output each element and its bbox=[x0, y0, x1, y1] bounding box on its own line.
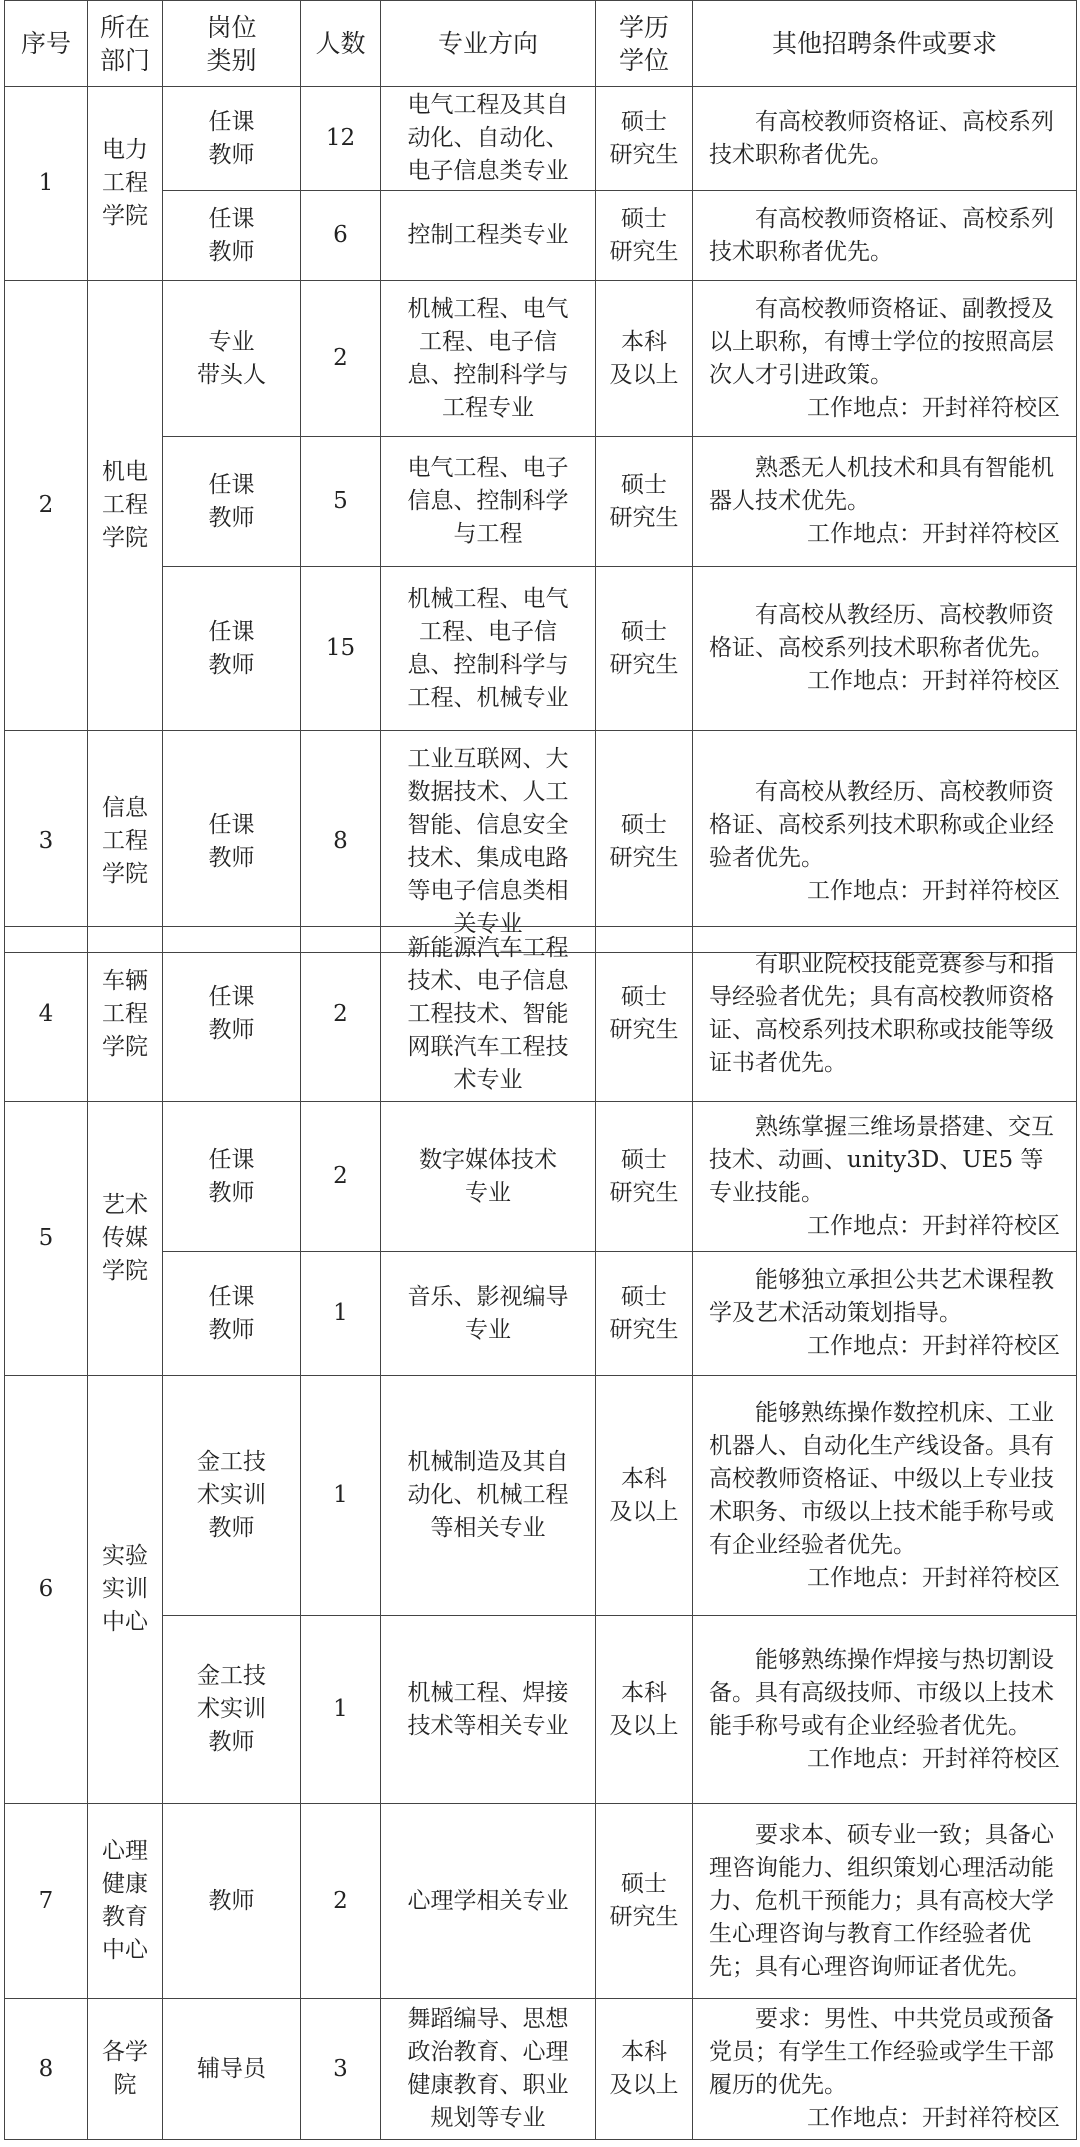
degree: 硕士 研究生 bbox=[596, 567, 693, 731]
table-row bbox=[5, 1804, 1077, 1999]
requirements: 有高校从教经历、高校教师资格证、高校系列技术职称或企业经验者优先。 工作地点：开封祥符校区 bbox=[693, 731, 1077, 953]
row-number: 7 bbox=[5, 1804, 88, 1999]
degree: 本科 及以上 bbox=[596, 281, 693, 437]
position-type: 任课 教师 bbox=[163, 437, 301, 567]
row-number: 4 bbox=[5, 927, 88, 1102]
work-location: 工作地点：开封祥符校区 bbox=[807, 1212, 1060, 1239]
position-type: 金工技 术实训 教师 bbox=[163, 1616, 301, 1804]
table-row bbox=[5, 927, 1077, 1102]
recruitment-table-part2 bbox=[4, 926, 1077, 2140]
requirements: 有高校教师资格证、副教授及以上职称，有博士学位的按照高层次人才引进政策。 工作地点：开封祥符校区 bbox=[693, 281, 1077, 437]
major: 机械工程、电气 工程、电子信 息、控制科学与 工程专业 bbox=[381, 281, 596, 437]
work-location: 工作地点：开封祥符校区 bbox=[807, 521, 1060, 547]
headcount: 8 bbox=[301, 731, 381, 953]
table-row bbox=[5, 1616, 1077, 1804]
major: 音乐、影视编导 专业 bbox=[381, 1252, 596, 1376]
major: 工业互联网、大 数据技术、人工 智能、信息安全 技术、集成电路 等电子信息类相 关专业 bbox=[381, 731, 596, 953]
headcount: 12 bbox=[301, 87, 381, 191]
headcount: 1 bbox=[301, 1616, 381, 1804]
degree: 硕士 研究生 bbox=[596, 437, 693, 567]
table-row bbox=[5, 437, 1077, 567]
requirements: 要求本、硕专业一致；具备心理咨询能力、组织策划心理活动能力、危机干预能力；具有高校大学生心理咨询与教育工作经验者优先；具有心理咨询师证者优先。 bbox=[693, 1804, 1077, 1999]
degree: 硕士 研究生 bbox=[596, 1804, 693, 1999]
work-location: 工作地点：开封祥符校区 bbox=[807, 1333, 1060, 1359]
row-number: 6 bbox=[5, 1376, 88, 1804]
requirements: 熟悉无人机技术和具有智能机器人技术优先。 工作地点：开封祥符校区 bbox=[693, 437, 1077, 567]
work-location: 工作地点：开封祥符校区 bbox=[807, 1564, 1060, 1591]
table-row bbox=[5, 731, 1077, 953]
position-type: 任课 教师 bbox=[163, 1252, 301, 1376]
position-type: 任课 教师 bbox=[163, 1102, 301, 1252]
department: 信息 工程 学院 bbox=[88, 731, 163, 953]
table-row bbox=[5, 191, 1077, 281]
major: 心理学相关专业 bbox=[381, 1804, 596, 1999]
position-type: 任课 教师 bbox=[163, 731, 301, 953]
position-type: 任课 教师 bbox=[163, 567, 301, 731]
degree: 硕士 研究生 bbox=[596, 1252, 693, 1376]
degree: 本科 及以上 bbox=[596, 1376, 693, 1616]
headcount: 1 bbox=[301, 1376, 381, 1616]
major: 电气工程、电子 信息、控制科学 与工程 bbox=[381, 437, 596, 567]
headcount: 3 bbox=[301, 1999, 381, 2140]
headcount: 2 bbox=[301, 1102, 381, 1252]
major: 控制工程类专业 bbox=[381, 191, 596, 281]
requirements: 要求：男性、中共党员或预备党员；有学生工作经验或学生干部履历的优先。 工作地点：开封祥符校区 bbox=[693, 1999, 1077, 2140]
major: 数字媒体技术 专业 bbox=[381, 1102, 596, 1252]
major: 机械制造及其自 动化、机械工程 等相关专业 bbox=[381, 1376, 596, 1616]
work-location: 工作地点：开封祥符校区 bbox=[807, 668, 1060, 694]
headcount: 2 bbox=[301, 1804, 381, 1999]
requirements: 有高校教师资格证、高校系列技术职称者优先。 bbox=[693, 191, 1077, 281]
degree: 硕士 研究生 bbox=[596, 731, 693, 953]
work-location: 工作地点：开封祥符校区 bbox=[807, 2105, 1060, 2131]
headcount: 5 bbox=[301, 437, 381, 567]
table-row bbox=[5, 1999, 1077, 2140]
degree: 硕士 研究生 bbox=[596, 927, 693, 1102]
work-location: 工作地点：开封祥符校区 bbox=[807, 1745, 1060, 1772]
headcount: 2 bbox=[301, 927, 381, 1102]
header-cell: 其他招聘条件或要求 bbox=[693, 1, 1077, 87]
work-location: 工作地点：开封祥符校区 bbox=[807, 394, 1060, 421]
major: 机械工程、焊接 技术等相关专业 bbox=[381, 1616, 596, 1804]
major: 电气工程及其自 动化、自动化、 电子信息类专业 bbox=[381, 87, 596, 191]
degree: 硕士 研究生 bbox=[596, 191, 693, 281]
position-type: 任课 教师 bbox=[163, 87, 301, 191]
department: 机电 工程 学院 bbox=[88, 281, 163, 731]
department: 各学 院 bbox=[88, 1999, 163, 2140]
headcount: 2 bbox=[301, 281, 381, 437]
position-type: 任课 教师 bbox=[163, 191, 301, 281]
header-cell: 岗位 类别 bbox=[163, 1, 301, 87]
position-type: 教师 bbox=[163, 1804, 301, 1999]
header-cell: 所在 部门 bbox=[88, 1, 163, 87]
table-row bbox=[5, 567, 1077, 731]
headcount: 6 bbox=[301, 191, 381, 281]
headcount: 1 bbox=[301, 1252, 381, 1376]
position-type: 金工技 术实训 教师 bbox=[163, 1376, 301, 1616]
work-location: 工作地点：开封祥符校区 bbox=[807, 877, 1060, 904]
requirements: 有职业院校技能竞赛参与和指导经验者优先；具有高校教师资格证、高校系列技术职称或技能等级证书者优先。 bbox=[693, 927, 1077, 1102]
header-cell: 序号 bbox=[5, 1, 88, 87]
position-type: 辅导员 bbox=[163, 1999, 301, 2140]
requirements: 能够熟练操作焊接与热切割设备。具有高级技师、市级以上技术能手称号或有企业经验者优先。 工作地点：开封祥符校区 bbox=[693, 1616, 1077, 1804]
table-row bbox=[5, 281, 1077, 437]
major: 舞蹈编导、思想 政治教育、心理 健康教育、职业 规划等专业 bbox=[381, 1999, 596, 2140]
major: 新能源汽车工程 技术、电子信息 工程技术、智能 网联汽车工程技 术专业 bbox=[381, 927, 596, 1102]
degree: 本科 及以上 bbox=[596, 1999, 693, 2140]
major: 机械工程、电气 工程、电子信 息、控制科学与 工程、机械专业 bbox=[381, 567, 596, 731]
row-number: 2 bbox=[5, 281, 88, 731]
department: 车辆 工程 学院 bbox=[88, 927, 163, 1102]
row-number: 8 bbox=[5, 1999, 88, 2140]
table-row bbox=[5, 87, 1077, 191]
header-cell: 学历 学位 bbox=[596, 1, 693, 87]
requirements: 有高校从教经历、高校教师资格证、高校系列技术职称者优先。 工作地点：开封祥符校区 bbox=[693, 567, 1077, 731]
header-cell: 人数 bbox=[301, 1, 381, 87]
requirements: 能够独立承担公共艺术课程教学及艺术活动策划指导。 工作地点：开封祥符校区 bbox=[693, 1252, 1077, 1376]
requirements: 有高校教师资格证、高校系列技术职称者优先。 bbox=[693, 87, 1077, 191]
department: 实验 实训 中心 bbox=[88, 1376, 163, 1804]
department: 电力 工程 学院 bbox=[88, 87, 163, 281]
table-row bbox=[5, 1102, 1077, 1252]
table-row bbox=[5, 1252, 1077, 1376]
department: 心理 健康 教育 中心 bbox=[88, 1804, 163, 1999]
degree: 硕士 研究生 bbox=[596, 87, 693, 191]
recruitment-table-part1 bbox=[4, 0, 1077, 953]
requirements: 能够熟练操作数控机床、工业机器人、自动化生产线设备。具有高校教师资格证、中级以上专业技术职务、市级以上技术能手称号或有企业经验者优先。 工作地点：开封祥符校区 bbox=[693, 1376, 1077, 1616]
row-number: 1 bbox=[5, 87, 88, 281]
header-row bbox=[5, 1, 1077, 87]
header-cell: 专业方向 bbox=[381, 1, 596, 87]
row-number: 5 bbox=[5, 1102, 88, 1376]
position-type: 任课 教师 bbox=[163, 927, 301, 1102]
headcount: 15 bbox=[301, 567, 381, 731]
table-row bbox=[5, 1376, 1077, 1616]
degree: 本科 及以上 bbox=[596, 1616, 693, 1804]
department: 艺术 传媒 学院 bbox=[88, 1102, 163, 1376]
position-type: 专业 带头人 bbox=[163, 281, 301, 437]
requirements: 熟练掌握三维场景搭建、交互技术、动画、unity3D、UE5 等专业技能。 工作地点：开封祥符校区 bbox=[693, 1102, 1077, 1252]
row-number: 3 bbox=[5, 731, 88, 953]
degree: 硕士 研究生 bbox=[596, 1102, 693, 1252]
